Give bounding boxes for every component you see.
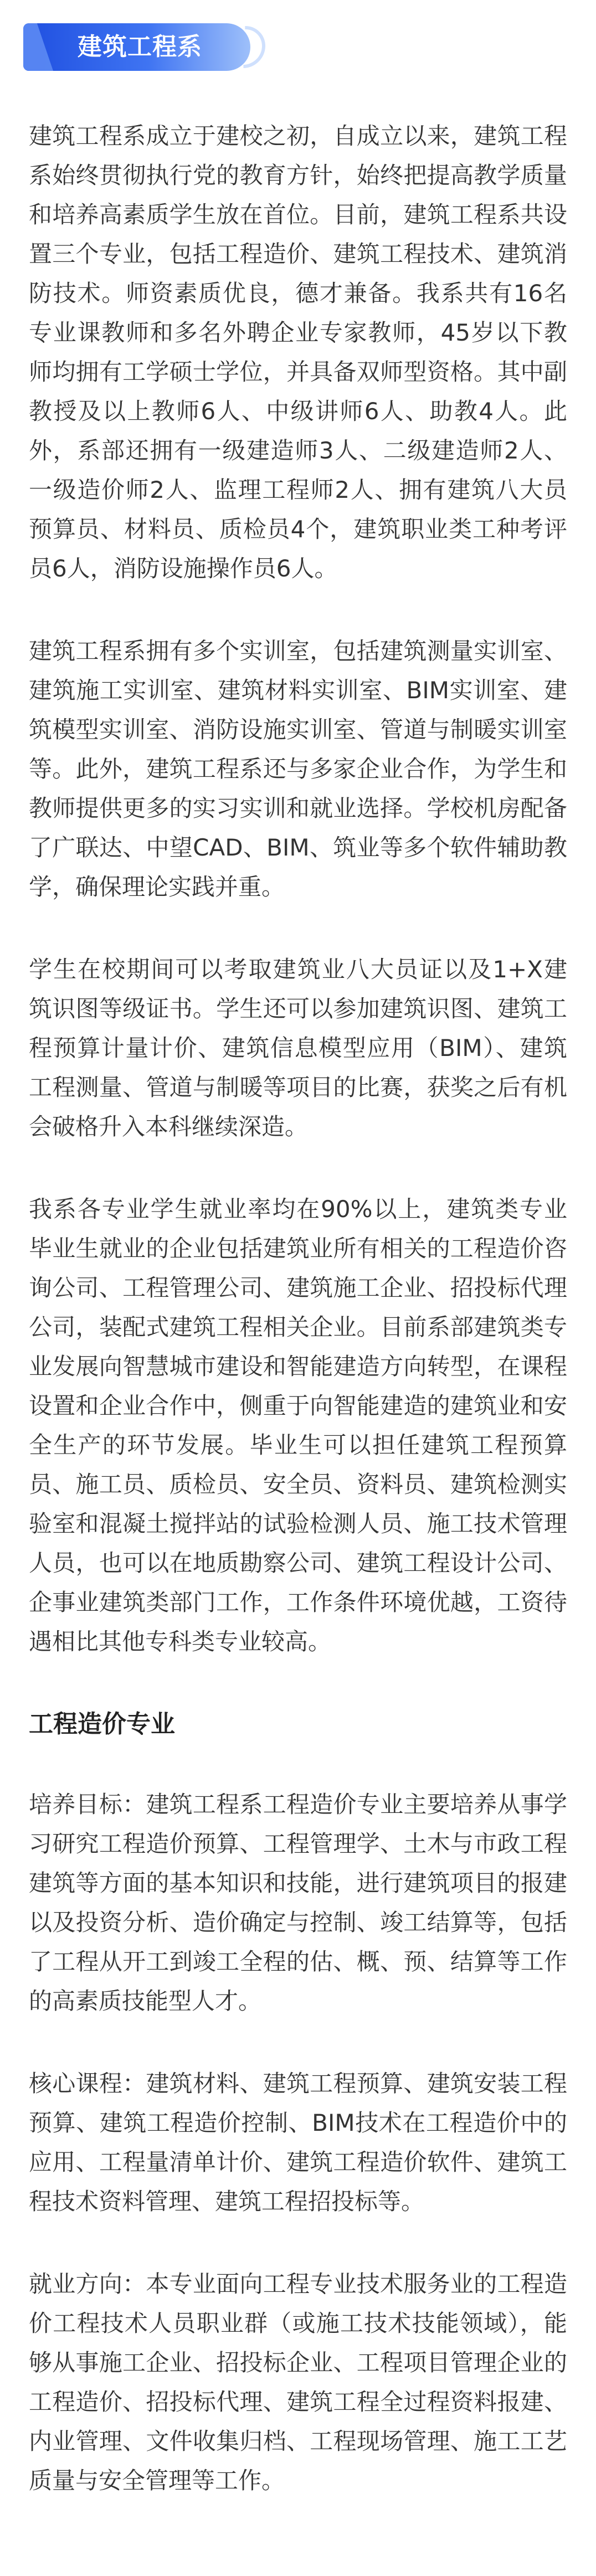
career-direction-paragraph: 就业方向：本专业面向工程专业技术服务业的工程造价工程技术人员职业群（或施工技术技能领域），能够从事施工企业、招投标企业、工程项目管理企业的工程造价、招投标代理、建筑工程全过程资料报建、内业管理、文件收集归档、工程现场管理、施工工艺质量与安全管理等工作。	[29, 2270, 567, 2494]
employment-paragraph: 我系各专业学生就业率均在90%以上，建筑类专业毕业生就业的企业包括建筑业所有相关的工程造价咨询公司、工程管理公司、建筑施工企业、招投标代理公司，装配式建筑工程相关企业。目前系部建筑类专业发展向智慧城市建设和智能建造方向转型，在课程设置和企业合作中，侧重于向智能建造的建筑业和安全生产的环节发展。毕业生可以担任建筑工程预算员、施工员、质检员、安全员、资料员、建筑检测实验室和混凝土搅拌站的试验检测人员、施工技术管理人员，也可以在地质勘察公司、建筑工程设计公司、企事业建筑类部门工作，工作条件环境优越，工资待遇相比其他专科类专业较高。	[29, 1196, 567, 1655]
core-courses-paragraph: 核心课程：建筑材料、建筑工程预算、建筑安装工程预算、建筑工程造价控制、BIM技术在工程造价中的应用、工程量清单计价、建筑工程造价软件、建筑工程技术资料管理、建筑工程招投标等。	[29, 2070, 567, 2215]
major-heading: 工程造价专业	[29, 1710, 175, 1738]
certificates-paragraph: 学生在校期间可以考取建筑业八大员证以及1+X建筑识图等级证书。学生还可以参加建筑识图、建筑工程预算计量计价、建筑信息模型应用（BIM）、建筑工程测量、管道与制暖等项目的比赛，获奖之后有机会破格升入本科继续深造。	[29, 956, 567, 1140]
section-title-banner	[23, 23, 265, 71]
training-goal-paragraph: 培养目标：建筑工程系工程造价专业主要培养从事学习研究工程造价预算、工程管理学、土木与市政工程建筑等方面的基本知识和技能，进行建筑项目的报建以及投资分析、造价确定与控制、竣工结算等，包括了工程从开工到竣工全程的估、概、预、结算等工作的高素质技能型人才。	[29, 1791, 567, 2015]
article-body	[29, 116, 567, 2543]
facilities-paragraph: 建筑工程系拥有多个实训室，包括建筑测量实训室、建筑施工实训室、建筑材料实训室、BIM实训室、建筑模型实训室、消防设施实训室、管道与制暖实训室等。此外，建筑工程系还与多家企业合作，为学生和教师提供更多的实习实训和就业选择。学校机房配备了广联达、中望CAD、BIM、筑业等多个软件辅助教学，确保理论实践并重。	[29, 637, 567, 900]
intro-paragraph: 建筑工程系成立于建校之初，自成立以来，建筑工程系始终贯彻执行党的教育方针，始终把提高教学质量和培养高素质学生放在首位。目前，建筑工程系共设置三个专业，包括工程造价、建筑工程技术、建筑消防技术。师资素质优良，德才兼备。我系共有16名专业课教师和多名外聘企业专家教师，45岁以下教师均拥有工学硕士学位，并具备双师型资格。其中副教授及以上教师6人、中级讲师6人、助教4人。此外，系部还拥有一级建造师3人、二级建造师2人、一级造价师2人、监理工程师2人、拥有建筑八大员预算员、材料员、质检员4个，建筑职业类工种考评员6人，消防设施操作员6人。	[29, 122, 567, 582]
page-title: 建筑工程系	[78, 33, 202, 61]
